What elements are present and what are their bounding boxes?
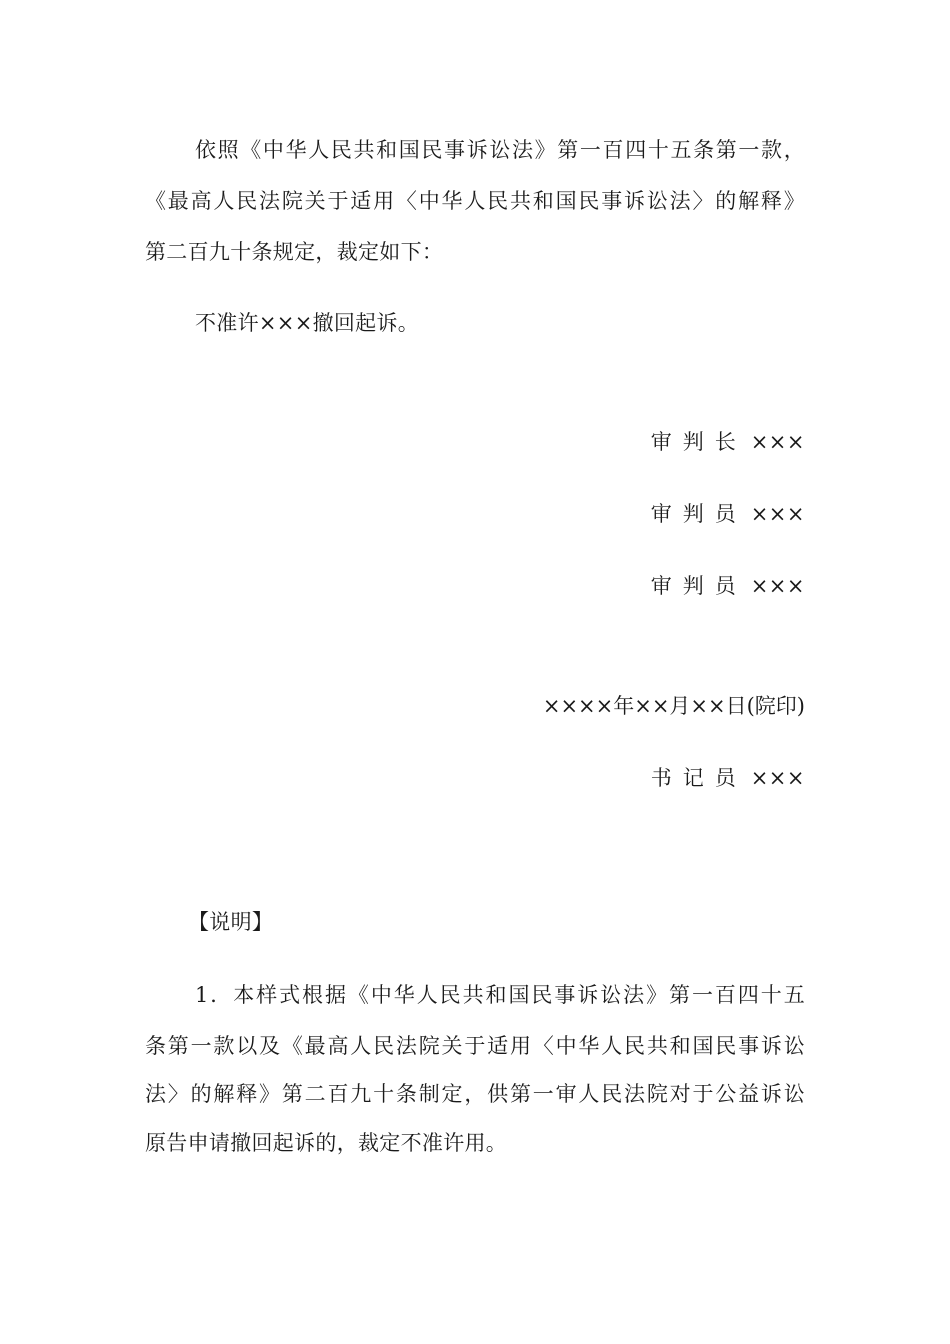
notes-heading: 【说明】 — [188, 910, 274, 934]
ruling-date: ××××年××月××日(院印) — [542, 694, 805, 718]
ruling-basis-line-2: 《最高人民法院关于适用〈中华人民共和国民事诉讼法〉的解释》 — [145, 189, 805, 213]
signature-name: ××× — [750, 574, 805, 598]
signature-role: 书记员 — [650, 766, 747, 790]
ruling-decision: 不准许×××撤回起诉。 — [195, 311, 420, 335]
signature-role: 审判员 — [650, 502, 747, 526]
signature-judge-1 — [651, 500, 805, 528]
signature-judge-2 — [651, 572, 805, 600]
notes-item-1-line-2: 条第一款以及《最高人民法院关于适用〈中华人民共和国民事诉讼 — [145, 1034, 805, 1058]
signature-name: ××× — [750, 502, 805, 526]
notes-item-1-line-3: 法〉的解释》第二百九十条制定，供第一审人民法院对于公益诉讼 — [145, 1082, 805, 1106]
signature-name: ××× — [750, 430, 805, 454]
notes-item-1-line-1: 1．本样式根据《中华人民共和国民事诉讼法》第一百四十五 — [195, 983, 805, 1007]
notes-item-1-line-4: 原告申请撤回起诉的，裁定不准许用。 — [145, 1131, 508, 1155]
signature-clerk — [651, 764, 805, 792]
signature-presiding-judge — [651, 428, 805, 456]
signature-role: 审判员 — [650, 574, 747, 598]
signature-role: 审判长 — [650, 430, 747, 454]
signature-name: ××× — [750, 766, 805, 790]
ruling-basis-line-1: 依照《中华人民共和国民事诉讼法》第一百四十五条第一款， — [195, 138, 805, 162]
ruling-basis-line-3: 第二百九十条规定，裁定如下： — [145, 240, 444, 264]
